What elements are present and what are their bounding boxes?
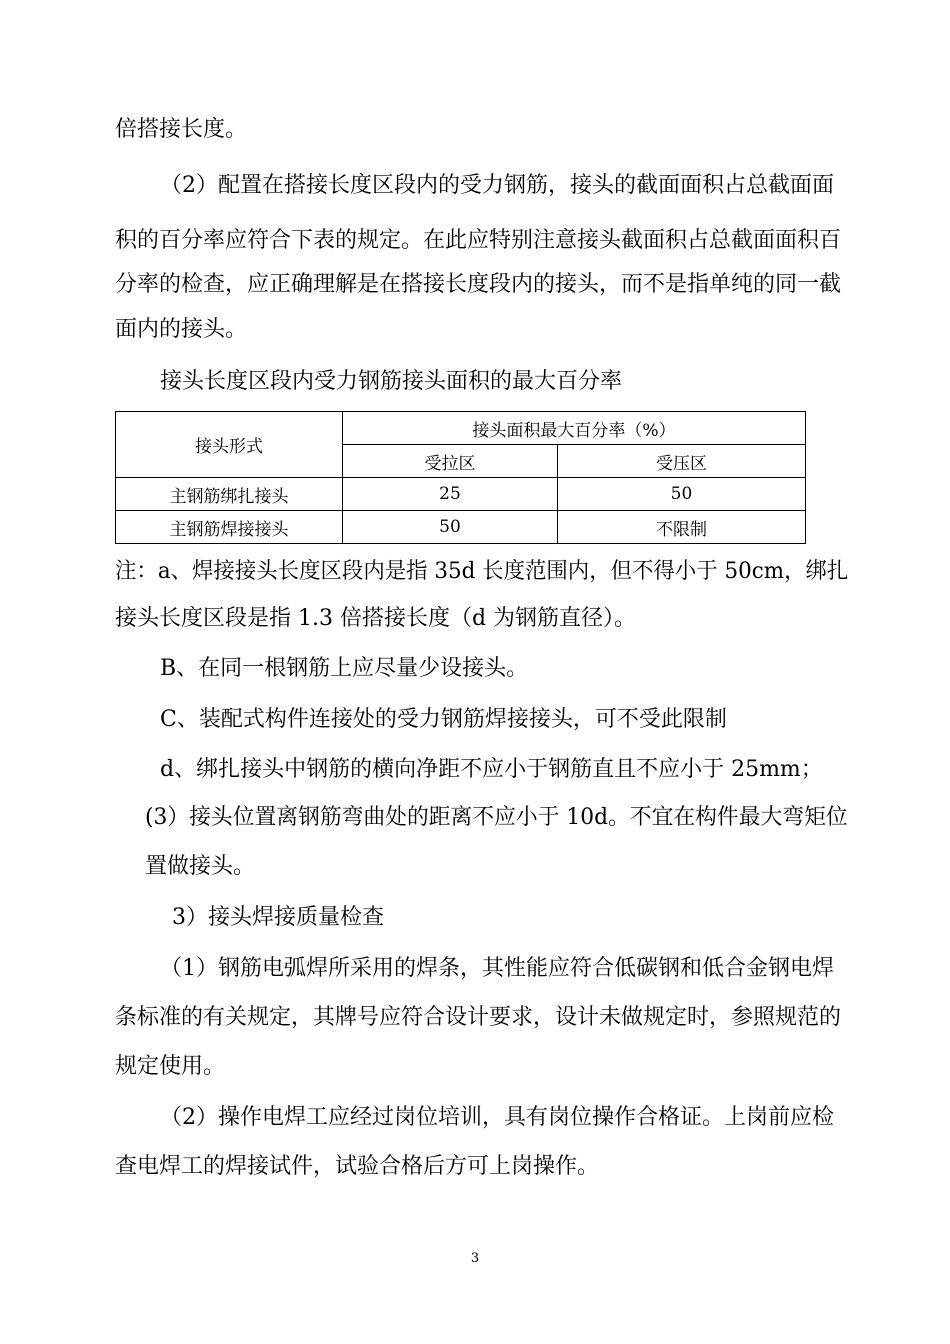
paragraph-line: 置做接头。 bbox=[145, 854, 256, 879]
header-max-percentage: 接头面积最大百分率（%） bbox=[343, 412, 806, 445]
table-caption: 接头长度区段内受力钢筋接头面积的最大百分率 bbox=[160, 369, 623, 394]
cell-joint-form: 主钢筋焊接接头 bbox=[116, 511, 343, 544]
joint-percentage-table bbox=[115, 411, 806, 544]
paragraph-line: 分率的检查，应正确理解是在搭接长度段内的接头，而不是指单纯的同一截 bbox=[115, 272, 842, 297]
paragraph-line: （2）配置在搭接长度区段内的受力钢筋，接头的截面面积占总截面面 bbox=[160, 173, 834, 198]
header-compression-zone: 受压区 bbox=[558, 445, 806, 478]
paragraph-line: （1）钢筋电弧焊所采用的焊条，其性能应符合低碳钢和低合金钢电焊 bbox=[160, 956, 834, 981]
cell-tension: 50 bbox=[343, 511, 558, 544]
paragraph-line: 面内的接头。 bbox=[115, 317, 248, 342]
table-header-row bbox=[116, 412, 806, 445]
header-joint-form: 接头形式 bbox=[116, 412, 343, 478]
page-number: 3 bbox=[470, 1251, 480, 1266]
paragraph-line: (3）接头位置离钢筋弯曲处的距离不应小于 10d。不宜在构件最大弯矩位 bbox=[145, 805, 848, 830]
header-tension-zone: 受拉区 bbox=[343, 445, 558, 478]
paragraph-line: 规定使用。 bbox=[115, 1054, 226, 1079]
paragraph-line: 倍搭接长度。 bbox=[115, 117, 248, 142]
paragraph-line: （2）操作电焊工应经过岗位培训，具有岗位操作合格证。上岗前应检 bbox=[160, 1105, 834, 1130]
cell-tension: 25 bbox=[343, 478, 558, 511]
section-heading: 3）接头焊接质量检查 bbox=[172, 905, 384, 930]
note-line: 接头长度区段是指 1.3 倍搭接长度（d 为钢筋直径）。 bbox=[115, 606, 637, 631]
note-line: C、装配式构件连接处的受力钢筋焊接接头，可不受此限制 bbox=[160, 707, 727, 732]
paragraph-line: 积的百分率应符合下表的规定。在此应特别注意接头截面积占总截面面积百 bbox=[115, 228, 842, 253]
paragraph-line: 查电焊工的焊接试件，试验合格后方可上岗操作。 bbox=[115, 1154, 600, 1179]
cell-compression: 50 bbox=[558, 478, 806, 511]
cell-joint-form: 主钢筋绑扎接头 bbox=[116, 478, 343, 511]
note-line: B、在同一根钢筋上应尽量少设接头。 bbox=[160, 656, 529, 681]
note-line: d、绑扎接头中钢筋的横向净距不应小于钢筋直且不应小于 25mm； bbox=[160, 757, 823, 782]
note-line: 注：a、焊接接头长度区段内是指 35d 长度范围内，但不得小于 50cm，绑扎 bbox=[115, 559, 849, 584]
table-row bbox=[116, 511, 806, 544]
table-row bbox=[116, 478, 806, 511]
paragraph-line: 条标准的有关规定，其牌号应符合设计要求，设计未做规定时，参照规范的 bbox=[115, 1005, 842, 1030]
cell-compression: 不限制 bbox=[558, 511, 806, 544]
